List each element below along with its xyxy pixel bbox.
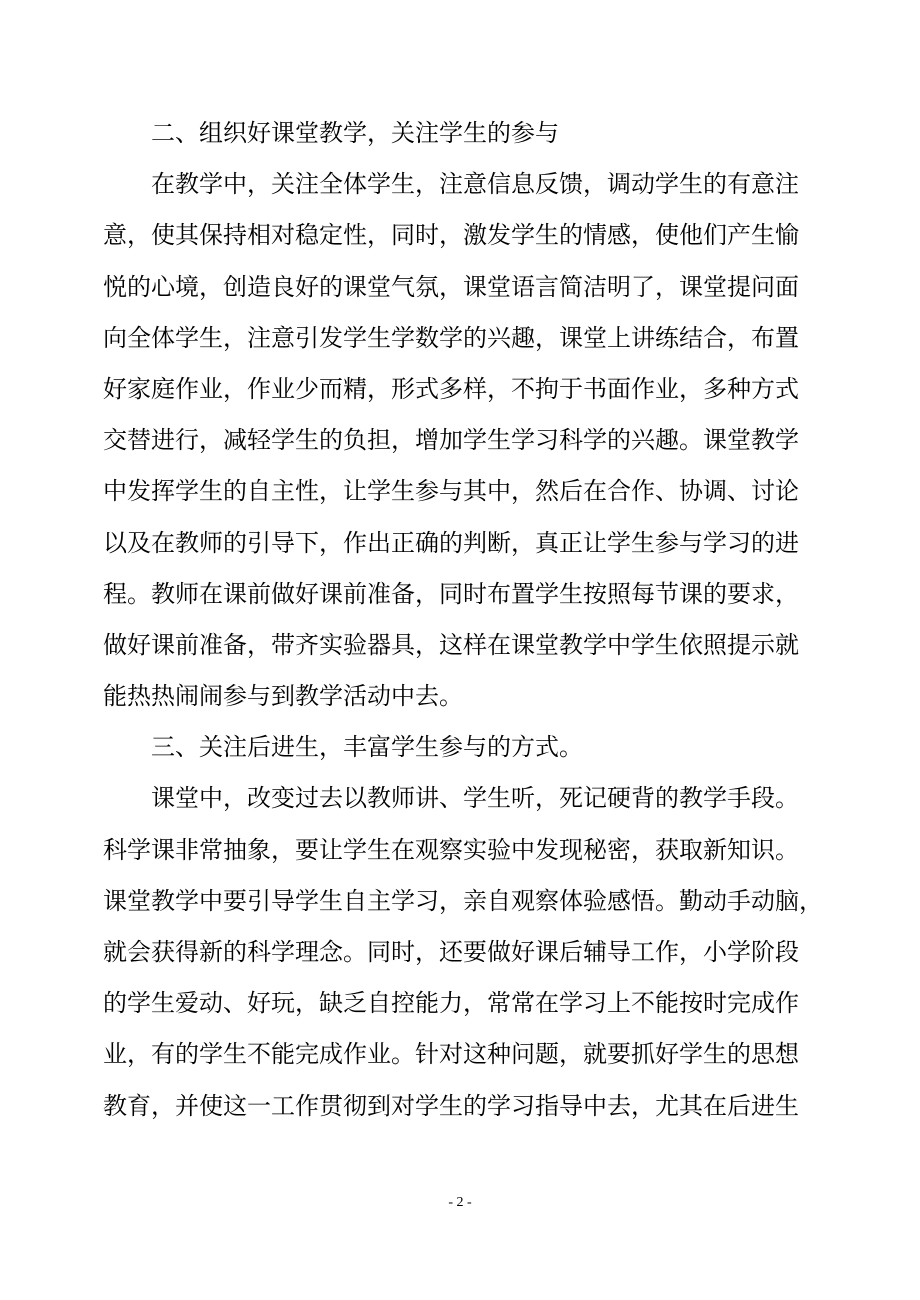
text-line: 向全体学生，注意引发学生学数学的兴趣，课堂上讲练结合，布置	[103, 323, 799, 352]
text-line: 悦的心境，创造良好的课堂气氛，课堂语言简洁明了，课堂提问面	[103, 272, 799, 301]
text-line: 的学生爱动、好玩，缺乏自控能力，常常在学习上不能按时完成作	[103, 989, 799, 1018]
text-line: 程。教师在课前做好课前准备，同时布置学生按照每节课的要求，	[103, 579, 799, 608]
page-number: - 2 -	[448, 1195, 472, 1210]
text-line: 课堂教学中要引导学生自主学习，亲自观察体验感悟。勤动手动脑，	[103, 886, 823, 915]
text-line: 好家庭作业，作业少而精，形式多样，不拘于书面作业，多种方式	[103, 374, 799, 403]
document-body	[103, 108, 825, 1132]
text-line: 业，有的学生不能完成作业。针对这种问题，就要抓好学生的思想	[103, 1040, 799, 1069]
text-line: 做好课前准备，带齐实验器具，这样在课堂教学中学生依照提示就	[103, 630, 799, 659]
text-line: 教育，并使这一工作贯彻到对学生的学习指导中去，尤其在后进生	[103, 1091, 799, 1120]
section-heading-underachievers	[103, 722, 825, 773]
text-line: 就会获得新的科学理念。同时，还要做好课后辅导工作，小学阶段	[103, 938, 799, 966]
text-line: 在教学中，关注全体学生，注意信息反馈，调动学生的有意注	[151, 170, 799, 199]
text-line: 科学课非常抽象，要让学生在观察实验中发现秘密，获取新知识。	[103, 835, 799, 864]
text-line: 课堂中，改变过去以教师讲、学生听，死记硬背的教学手段。	[151, 784, 799, 813]
text-line: 交替进行，减轻学生的负担，增加学生学习科学的兴趣。课堂教学	[103, 426, 799, 455]
paragraph-class-engagement	[103, 159, 825, 722]
heading-line: 二、组织好课堂教学，关注学生的参与	[151, 119, 559, 147]
paragraph-participation-methods	[103, 773, 825, 1131]
text-line: 能热热闹闹参与到教学活动中去。	[103, 682, 463, 711]
text-line: 中发挥学生的自主性，让学生参与其中，然后在合作、协调、讨论	[103, 477, 799, 506]
heading-line: 三、关注后进生，丰富学生参与的方式。	[151, 733, 583, 762]
section-heading-organize-class	[103, 108, 825, 159]
text-line: 以及在教师的引导下，作出正确的判断，真正让学生参与学习的进	[103, 528, 799, 557]
text-line: 意，使其保持相对稳定性，同时，激发学生的情感，使他们产生愉	[103, 221, 799, 250]
